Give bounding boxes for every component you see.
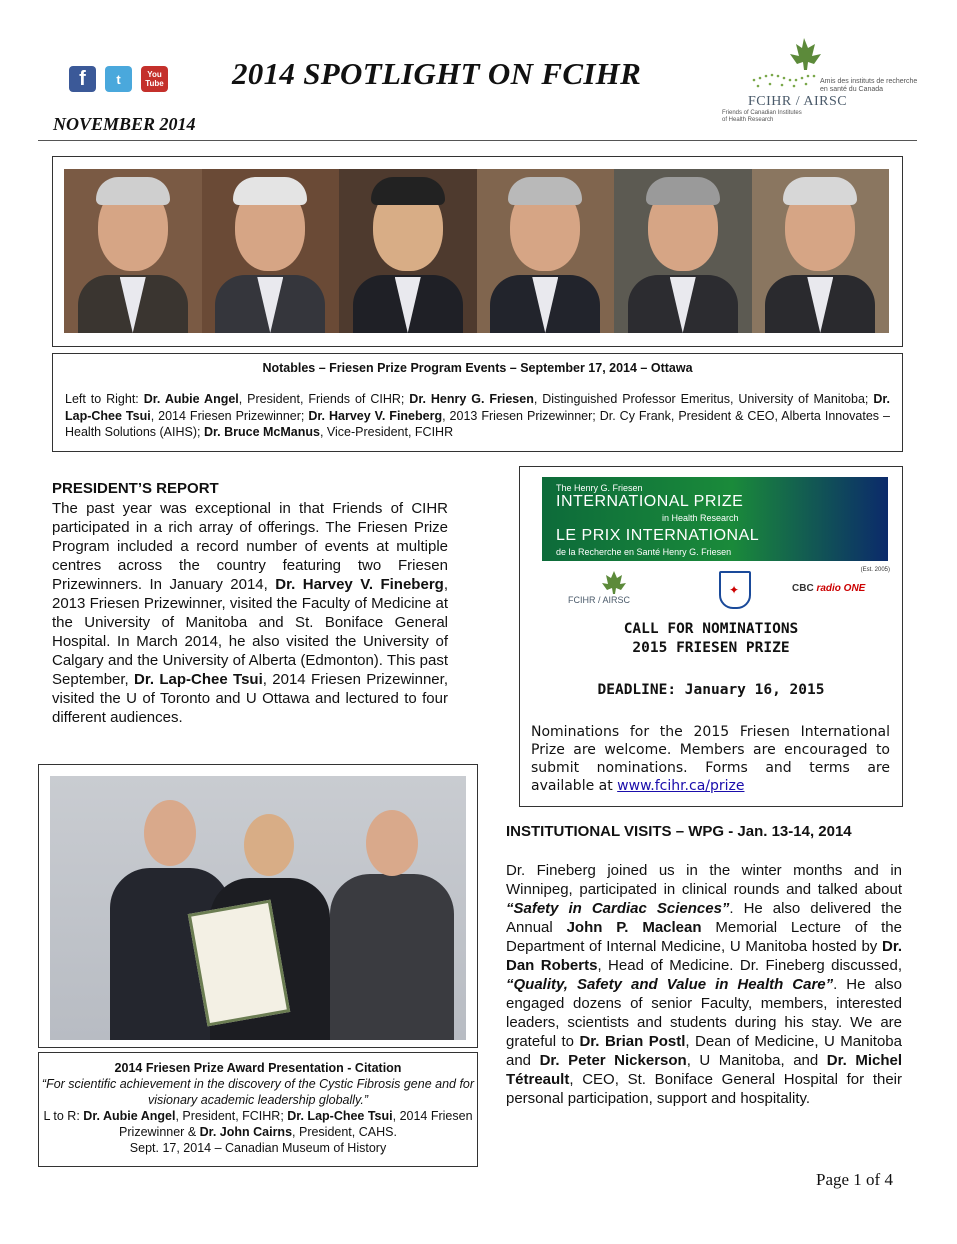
institutional-visits-heading: INSTITUTIONAL VISITS – WPG - Jan. 13-14, 2014 bbox=[506, 823, 852, 840]
notables-caption bbox=[52, 353, 903, 452]
visits-text: . He also delivered the Annual bbox=[506, 900, 902, 936]
award-text: L to R: bbox=[43, 1109, 84, 1123]
notables-photo-strip bbox=[64, 169, 889, 333]
presidents-report-heading: PRESIDENT’S REPORT bbox=[52, 480, 219, 497]
award-name: Dr. Lap-Chee Tsui bbox=[287, 1109, 393, 1123]
visits-text: , U Manitoba, and bbox=[686, 1052, 827, 1069]
visits-text: Dr. Fineberg joined us in the winter months and in Winnipeg, participated in clinical rounds and talked about bbox=[506, 862, 902, 898]
prize-link[interactable]: www.fcihr.ca/prize bbox=[617, 778, 745, 794]
facebook-icon[interactable] bbox=[69, 66, 96, 92]
portrait-photo bbox=[64, 169, 202, 333]
report-text: , 2014 Friesen Prizewinner, visited the U of Toronto and U Ottawa and lectured to four different audiences. bbox=[52, 671, 448, 726]
social-links bbox=[69, 66, 168, 92]
issue-date: NOVEMBER 2014 bbox=[53, 114, 196, 134]
logo-fr-line1: Amis des instituts de recherche bbox=[820, 78, 918, 85]
caption-text: , 2013 Friesen Prizewinner; Dr. Cy Frank, President & CEO, Alberta Innovates – Health Solutions (AIHS); bbox=[65, 408, 890, 439]
page-number: Page 1 of 4 bbox=[816, 1170, 893, 1189]
youtube-glyph-top: You bbox=[147, 70, 162, 79]
facebook-glyph: f bbox=[79, 67, 86, 90]
visits-text: . He also engaged dozens of senior Faculty, members, interested leaders, scientists and students during his stay. We are grateful to bbox=[506, 976, 902, 1050]
award-event: Sept. 17, 2014 – Canadian Museum of History bbox=[129, 1141, 387, 1155]
call-body-text bbox=[531, 723, 890, 795]
award-name: Dr. Aubie Angel bbox=[83, 1109, 176, 1123]
sponsor-logos bbox=[542, 569, 888, 609]
caption-text: Left to Right: bbox=[65, 392, 144, 406]
award-text: , 2014 Friesen Prizewinner & bbox=[119, 1109, 473, 1139]
banner-line: The Henry G. Friesen bbox=[556, 483, 643, 493]
portrait-photo bbox=[614, 169, 752, 333]
visits-text: Memorial Lecture of the Department of Internal Medicine, U Manitoba hosted by bbox=[506, 919, 902, 955]
twitter-glyph: t bbox=[116, 71, 121, 87]
banner-line: LE PRIX INTERNATIONAL bbox=[556, 527, 760, 544]
report-text: The past year was exceptional in that Friends of CIHR participated in a rich array of offerings. The Friesen Prize Program included a record number of events at multiple centres across the country featuring two Friesen Prizewinners. In January 2014, bbox=[52, 500, 448, 593]
banner-line: de la Recherche en Santé Henry G. Friesen bbox=[556, 547, 732, 557]
twitter-icon[interactable] bbox=[105, 66, 132, 92]
friesen-prize-banner bbox=[542, 477, 890, 573]
cahs-shield-logo bbox=[719, 571, 751, 609]
visits-name: Dr. Brian Postl bbox=[579, 1033, 686, 1050]
youtube-glyph-bottom: Tube bbox=[145, 79, 164, 88]
visits-text: , Dean of Medicine, U Manitoba and bbox=[506, 1033, 902, 1069]
award-presentation-photo bbox=[50, 776, 466, 1040]
caption-name: Dr. Henry G. Friesen bbox=[409, 392, 534, 406]
caption-text: , 2014 Friesen Prizewinner; bbox=[150, 408, 309, 423]
award-name: Dr. John Cairns bbox=[199, 1125, 293, 1139]
banner-est: (Est. 2005) bbox=[860, 567, 890, 573]
logo-french-name bbox=[820, 78, 917, 94]
call-body: Nominations for the 2015 Friesen International Prize are welcome. Members are encouraged to submit nominations. Forms and terms are available at bbox=[531, 724, 890, 794]
award-citation-quote: “For scientific achievement in the discovery of the Cystic Fibrosis gene and for visionary academic leadership globally.” bbox=[41, 1077, 475, 1107]
award-caption-title: 2014 Friesen Prize Award Presentation - Citation bbox=[114, 1061, 402, 1075]
notables-caption-body bbox=[65, 391, 890, 441]
caption-name: Dr. Harvey V. Fineberg bbox=[308, 408, 443, 423]
caption-name: Dr. Lap-Chee Tsui bbox=[65, 392, 890, 423]
visits-name: Dr. Peter Nickerson bbox=[539, 1052, 687, 1069]
caption-name: Dr. Aubie Angel bbox=[143, 392, 239, 406]
institutional-visits-body bbox=[506, 861, 902, 1108]
award-photo-frame bbox=[38, 764, 478, 1048]
logo-fr-line2: en santé du Canada bbox=[820, 86, 884, 93]
caption-text: , Distinguished Professor Emeritus, University of Manitoba; bbox=[533, 392, 874, 406]
maple-leaf-icon bbox=[594, 569, 634, 595]
award-people bbox=[39, 1108, 477, 1140]
maple-leaf-icon: ✦ bbox=[729, 583, 740, 597]
portrait-photo bbox=[477, 169, 615, 333]
logo-en-line1: Friends of Canadian Institutes bbox=[722, 110, 802, 116]
nomination-deadline: DEADLINE: January 16, 2015 bbox=[597, 682, 825, 698]
banner-line: in Health Research bbox=[662, 513, 739, 523]
award-caption bbox=[38, 1052, 478, 1167]
logo-english-name bbox=[722, 110, 802, 124]
award-text: , President, FCIHR; bbox=[175, 1109, 288, 1123]
notables-caption-title: Notables – Friesen Prize Program Events – September 17, 2014 – Ottawa bbox=[262, 361, 693, 375]
caption-text: , Vice-President, FCIHR bbox=[319, 425, 454, 439]
caption-name: Dr. Bruce McManus bbox=[203, 425, 320, 439]
call-for-nominations-box bbox=[519, 466, 903, 807]
report-name: Dr. Lap-Chee Tsui bbox=[134, 671, 263, 688]
visits-name: Dr. Michel Tétreault bbox=[506, 1052, 903, 1088]
call-heading: CALL FOR NOMINATIONS bbox=[623, 621, 799, 637]
cbc-text: CBC bbox=[792, 583, 817, 594]
caption-text: , President, Friends of CIHR; bbox=[238, 392, 410, 406]
visits-text: , Head of Medicine. Dr. Fineberg discussed, bbox=[597, 957, 902, 974]
presidents-report-body bbox=[52, 499, 448, 727]
portrait-photo bbox=[752, 169, 890, 333]
banner-line: INTERNATIONAL PRIZE bbox=[556, 493, 744, 510]
notables-photo-frame bbox=[52, 156, 903, 347]
report-name: Dr. Harvey V. Fineberg bbox=[275, 576, 444, 593]
logo-acronym: FCIHR / AIRSC bbox=[748, 94, 848, 109]
visits-name: Dr. Dan Roberts bbox=[506, 938, 902, 974]
newsletter-title: 2014 SPOTLIGHT ON FCIHR bbox=[232, 56, 642, 91]
award-text: , President, CAHS. bbox=[292, 1125, 397, 1139]
report-text: , 2013 Friesen Prizewinner, visited the Faculty of Medicine at the University of Manitoba and St. Boniface General Hospital. In March 2014, he also visited the University of Calgary and the University of Alberta (Edmonton). This past September, bbox=[52, 576, 448, 688]
visits-name: John P. Maclean bbox=[566, 919, 702, 936]
visits-text: , CEO, St. Boniface General Hospital for their personal participation, support and hospitality. bbox=[506, 1071, 902, 1107]
visits-lecture-title: “Safety in Cardiac Sciences” bbox=[506, 900, 730, 917]
youtube-icon[interactable] bbox=[141, 66, 168, 92]
cbc-radio-one-logo bbox=[792, 583, 865, 594]
radio-one-text: radio ONE bbox=[816, 583, 866, 594]
logo-en-line2: of Health Research bbox=[722, 117, 774, 123]
header-divider bbox=[38, 140, 917, 141]
fcihr-mini-logo: FCIHR / AIRSC bbox=[568, 595, 631, 605]
call-subheading: 2015 FRIESEN PRIZE bbox=[632, 640, 790, 656]
portrait-photo bbox=[339, 169, 477, 333]
portrait-photo bbox=[202, 169, 340, 333]
person-figure bbox=[330, 810, 454, 1040]
fcihr-logo bbox=[718, 36, 918, 130]
visits-lecture-title: “Quality, Safety and Value in Health Care” bbox=[506, 976, 834, 993]
